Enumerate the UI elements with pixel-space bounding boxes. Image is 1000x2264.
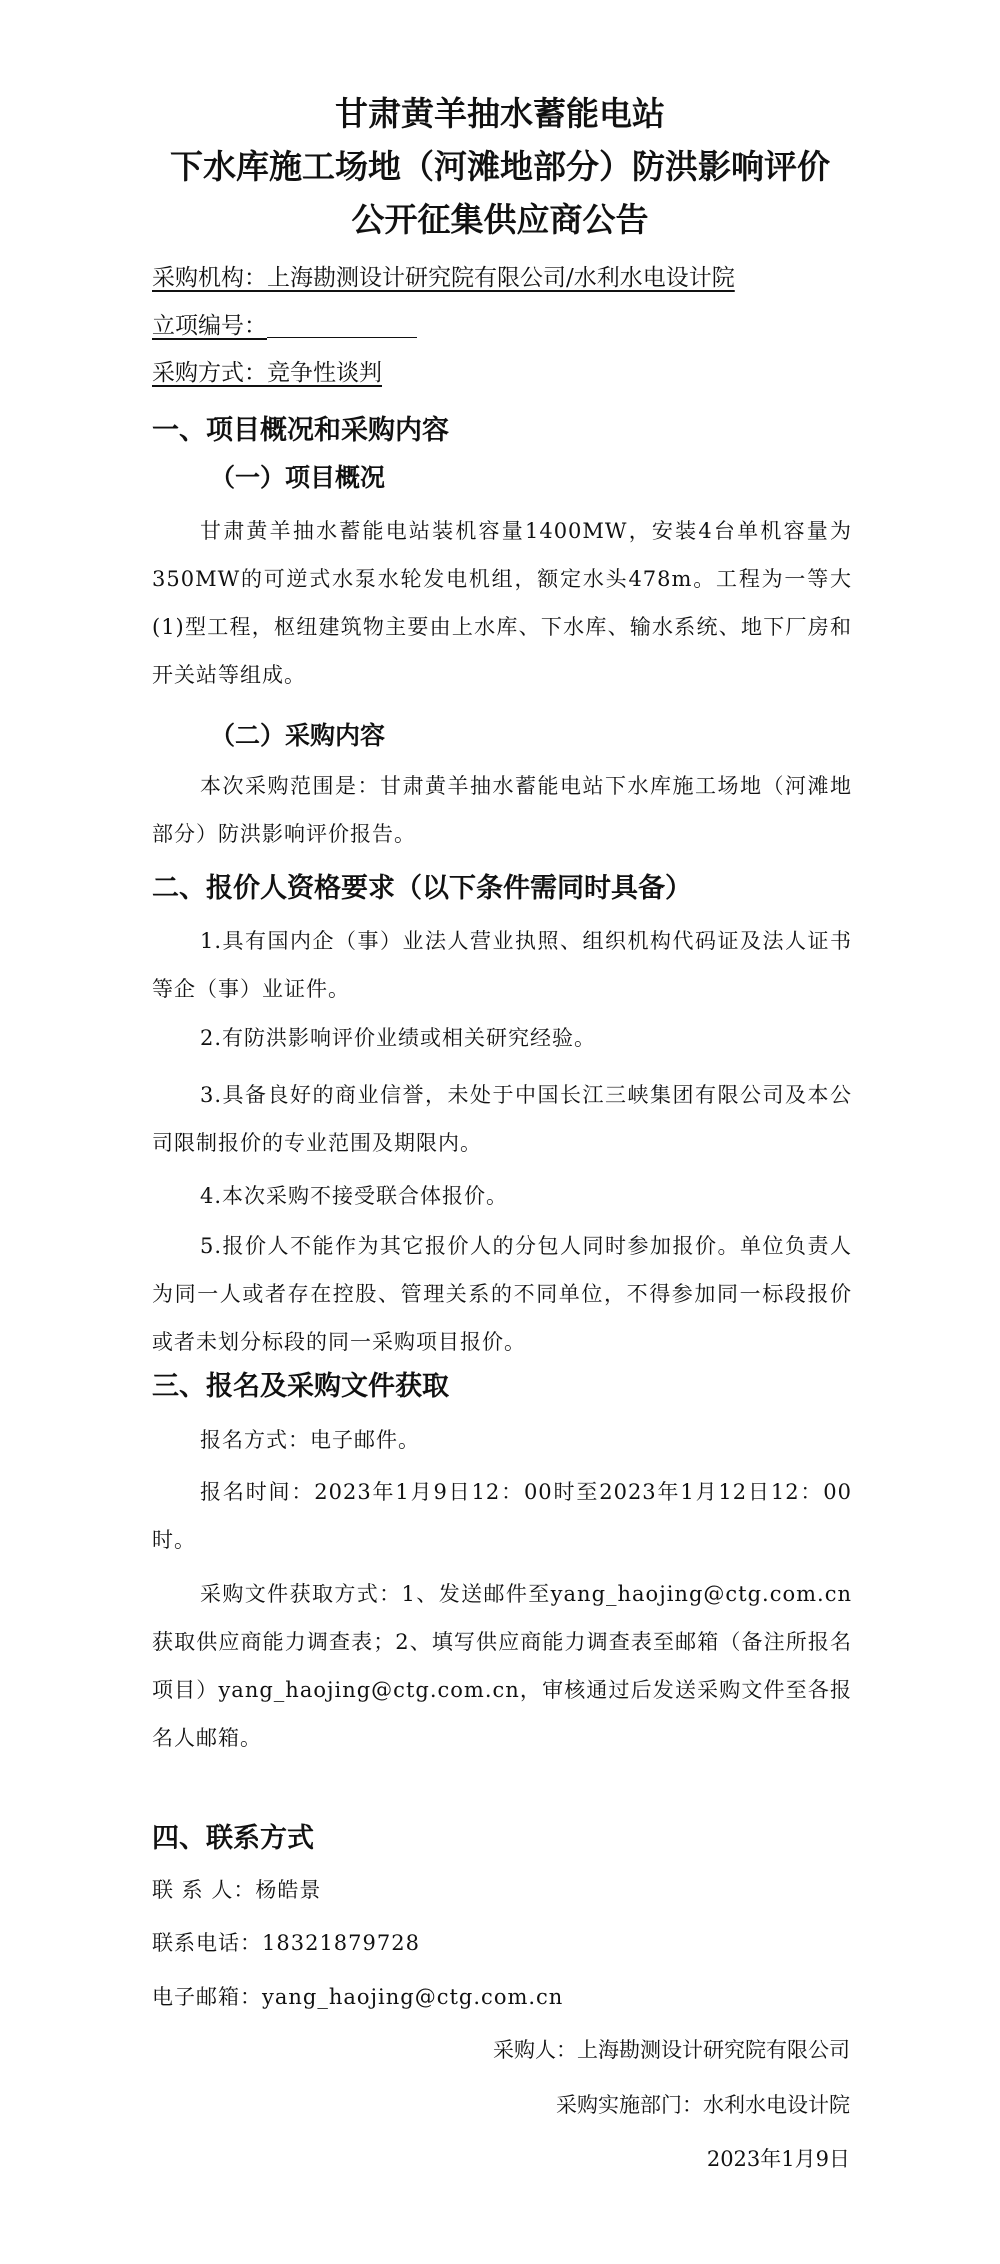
- contact-phone: 联系电话：18321879728: [152, 1931, 420, 1955]
- doc-access: 采购文件获取方式：1、发送邮件至yang_haojing@ctg.com.cn获取供应商能力调查表；2、填写供应商能力调查表至邮箱（备注所报名项目）yang_haojing@ctg.com.cn，审核通过后发送采购文件至各报名人邮箱。: [152, 1582, 852, 1750]
- footer-department: 采购实施部门：水利水电设计院: [556, 2093, 850, 2117]
- section-2-heading: 二、报价人资格要求（以下条件需同时具备）: [152, 873, 692, 904]
- footer-purchaser: 采购人：上海勘测设计研究院有限公司: [493, 2038, 850, 2062]
- qualification-item-3: 3.具备良好的商业信誉，未处于中国长江三峡集团有限公司及本公司限制报价的专业范围及期限内。: [152, 1083, 852, 1155]
- section-1-sub2-text: 本次采购范围是：甘肃黄羊抽水蓄能电站下水库施工场地（河滩地部分）防洪影响评价报告。: [152, 774, 852, 846]
- section-1-sub1-text: 甘肃黄羊抽水蓄能电站装机容量1400MW，安装4台单机容量为350MW的可逆式水泵水轮发电机组，额定水头478m。工程为一等大(1)型工程，枢纽建筑物主要由上水库、下水库、输水系统、地下厂房和开关站等组成。: [152, 519, 852, 687]
- project-no-line: [152, 311, 417, 341]
- contact-email: 电子邮箱：yang_haojing@ctg.com.cn: [152, 1985, 564, 2009]
- method-label: 采购方式：: [152, 360, 267, 386]
- title-line-3: 公开征集供应商公告: [351, 200, 649, 239]
- agency-line: [152, 263, 735, 293]
- qualification-item-1: 1.具有国内企（事）业法人营业执照、组织机构代码证及法人证书等企（事）业证件。: [152, 929, 852, 1001]
- section-1-sub1-heading: （一）项目概况: [210, 463, 386, 492]
- footer-date: 2023年1月9日: [706, 2147, 850, 2171]
- section-4-heading: 四、联系方式: [152, 1823, 314, 1854]
- section-1-sub2-heading: （二）采购内容: [210, 721, 386, 750]
- project-no-label: 立项编号：: [152, 313, 267, 339]
- agency-label: 采购机构：: [152, 265, 267, 291]
- section-3-heading: 三、报名及采购文件获取: [152, 1371, 449, 1402]
- signup-time: 报名时间：2023年1月9日12：00时至2023年1月12日12：00时。: [152, 1480, 852, 1552]
- project-no-blank: [267, 311, 417, 338]
- signup-method: 报名方式：电子邮件。: [200, 1428, 420, 1452]
- qualification-item-2: 2.有防洪影响评价业绩或相关研究经验。: [200, 1026, 597, 1050]
- qualification-item-4: 4.本次采购不接受联合体报价。: [200, 1184, 509, 1208]
- title-line-1: 甘肃黄羊抽水蓄能电站: [335, 94, 665, 133]
- agency-value: 上海勘测设计研究院有限公司/水利水电设计院: [267, 265, 735, 291]
- section-1-heading: 一、项目概况和采购内容: [152, 415, 449, 446]
- title-line-2: 下水库施工场地（河滩地部分）防洪影响评价: [170, 147, 830, 186]
- qualification-item-5: 5.报价人不能作为其它报价人的分包人同时参加报价。单位负责人为同一人或者存在控股、管理关系的不同单位，不得参加同一标段报价或者未划分标段的同一采购项目报价。: [152, 1234, 852, 1354]
- contact-person: 联 系 人：杨皓景: [152, 1878, 322, 1902]
- method-value: 竞争性谈判: [267, 360, 382, 386]
- method-line: [152, 358, 382, 388]
